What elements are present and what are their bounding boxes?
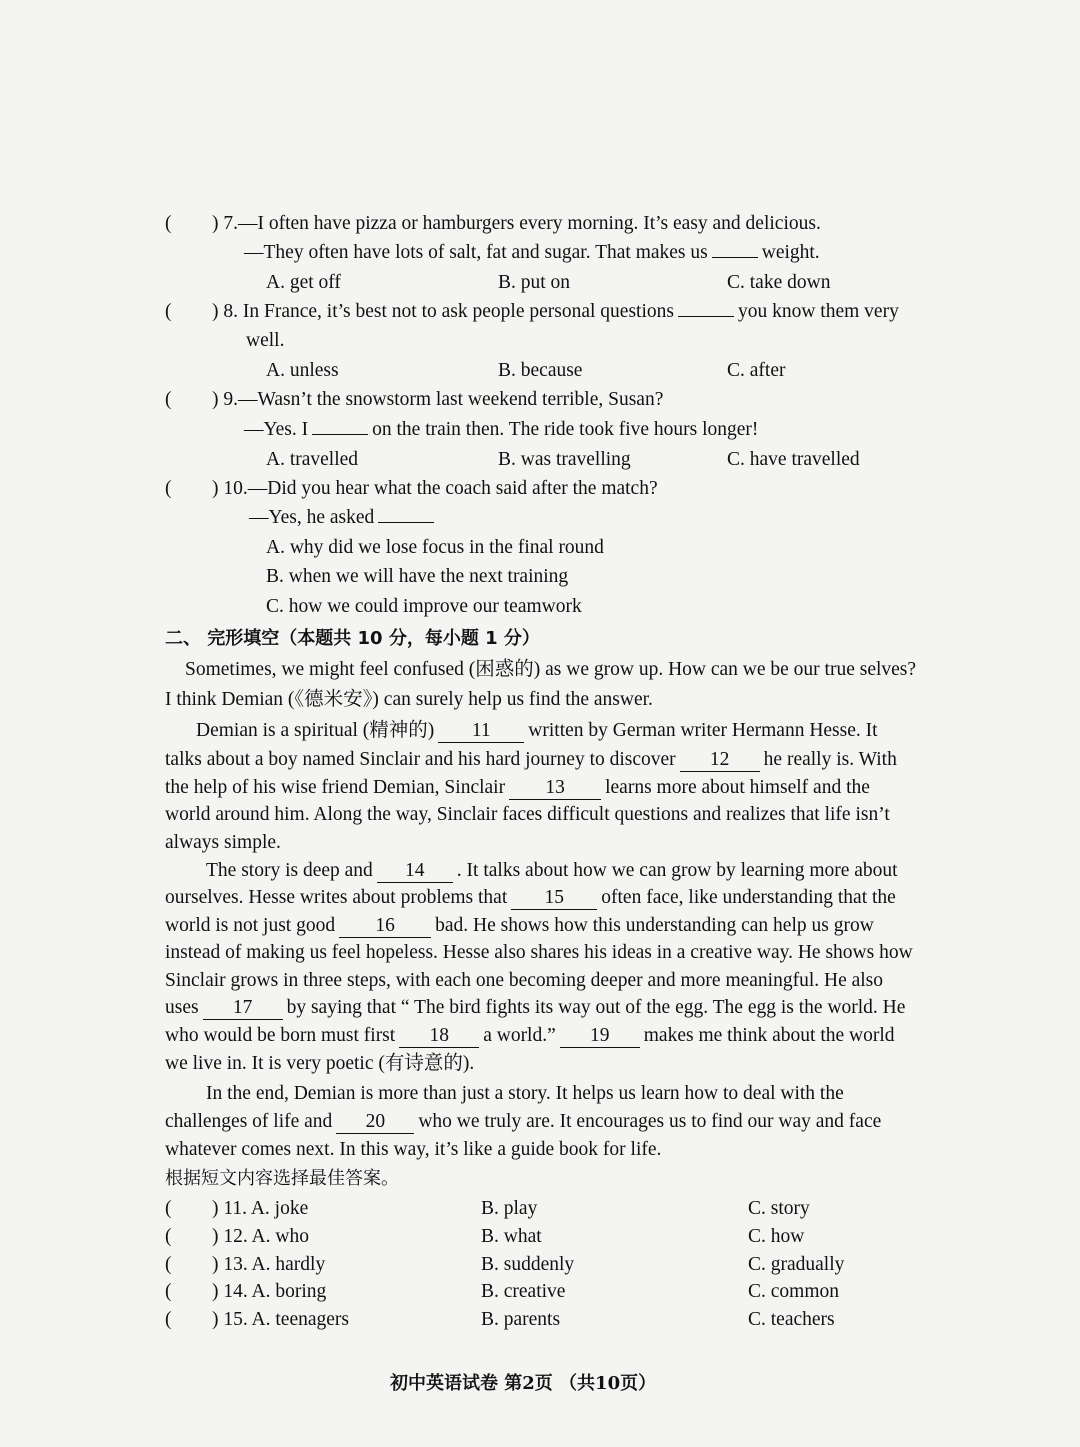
choice-15-b: B. parents (481, 1309, 561, 1330)
choice-13-a: ) 13. A. hardly (212, 1254, 326, 1275)
passage-p2-line-8: we live in. It is very poetic (有诗意的). (165, 1053, 475, 1074)
intro-line-2: I think Demian (《德米安》) can surely help us find the answer. (165, 689, 653, 710)
choice-14-b: B. creative (481, 1281, 566, 1302)
choice-12-a: ) 12. A. who (212, 1226, 309, 1247)
passage-p1-line-5: always simple. (165, 832, 281, 853)
page-footer: 初中英语试卷 第2页 （共10页） (390, 1373, 657, 1394)
instruction: 根据短文内容选择最佳答案。 (165, 1168, 399, 1189)
option-c: C. how we could improve our teamwork (266, 596, 582, 617)
blank (312, 434, 368, 435)
option-c: C. take down (727, 272, 831, 293)
blank-13: 13 (509, 777, 601, 800)
option-b: B. when we will have the next training (266, 566, 569, 587)
passage-p2-line-1: The story is deep and 14 . It talks about how we can grow by learning more about (206, 860, 898, 881)
passage-p1-line-4: world around him. Along the way, Sinclair faces difficult questions and realizes that life isn’t (165, 804, 890, 825)
answer-paren: ( (165, 1309, 172, 1330)
question-9-line2: —Yes. I on the train then. The ride took five hours longer! (244, 419, 759, 440)
answer-paren: ( (165, 301, 172, 322)
choice-11-b: B. play (481, 1198, 538, 1219)
option-b: B. was travelling (498, 449, 631, 470)
passage-p2-line-3: world is not just good 16 bad. He shows how this understanding can help us grow (165, 915, 874, 936)
passage-p1-line-3: the help of his wise friend Demian, Sinclair 13 learns more about himself and the (165, 777, 870, 798)
question-8-stem: ) 8. In France, it’s best not to ask people personal questions you know them very (212, 301, 899, 322)
option-a: A. unless (266, 360, 339, 381)
passage-p2-line-6: uses 17 by saying that “ The bird fights its way out of the egg. The egg is the world. He (165, 997, 906, 1018)
question-9-stem: ) 9.—Wasn’t the snowstorm last weekend terrible, Susan? (212, 389, 664, 410)
passage-p3-line-2: challenges of life and 20 who we truly are. It encourages us to find our way and face (165, 1111, 882, 1132)
question-10-line2: —Yes, he asked (249, 505, 438, 531)
answer-paren: ( (165, 213, 172, 234)
option-a: A. travelled (266, 449, 359, 470)
question-8-line2: well. (246, 330, 285, 351)
blank-12: 12 (680, 749, 760, 772)
question-7-stem: ) 7.—I often have pizza or hamburgers every morning. It’s easy and delicious. (212, 213, 821, 234)
choice-11-a: ) 11. A. joke (212, 1198, 309, 1219)
intro-line-1: Sometimes, we might feel confused (困惑的) as we grow up. How can we be our true selves? (185, 659, 917, 680)
choice-13-b: B. suddenly (481, 1254, 575, 1275)
blank-18: 18 (399, 1025, 479, 1048)
passage-p2-line-4: instead of making us feel hopeless. Hesse also shares his ideas in a creative way. He shows how (165, 942, 913, 963)
question-10-stem: ) 10.—Did you hear what the coach said after the match? (212, 478, 658, 499)
choice-11-c: C. story (748, 1198, 810, 1219)
blank-11: 11 (438, 720, 524, 743)
choice-15-a: ) 15. A. teenagers (212, 1309, 349, 1330)
answer-paren: ( (165, 1254, 172, 1275)
option-c: C. after (727, 360, 786, 381)
blank (678, 316, 734, 317)
section-heading: 二、 完形填空（本题共 10 分，每小题 1 分） (165, 628, 540, 649)
answer-paren: ( (165, 478, 172, 499)
choice-14-a: ) 14. A. boring (212, 1281, 327, 1302)
blank-15: 15 (511, 887, 597, 910)
option-a: A. get off (266, 272, 341, 293)
passage-p3-line-3: whatever comes next. In this way, it’s like a guide book for life. (165, 1139, 662, 1160)
blank-19: 19 (560, 1025, 640, 1048)
choice-14-c: C. common (748, 1281, 839, 1302)
choice-12-c: C. how (748, 1226, 805, 1247)
passage-p2-line-2: ourselves. Hesse writes about problems that 15 often face, like understanding that the (165, 887, 896, 908)
blank-17: 17 (203, 997, 283, 1020)
passage-p2-line-5: Sinclair grows in three steps, with each one becoming deeper and more meaningful. He also (165, 970, 884, 991)
choice-15-c: C. teachers (748, 1309, 835, 1330)
passage-p1-line-1: Demian is a spiritual (精神的) 11 written by German writer Hermann Hesse. It (196, 720, 878, 741)
question-7-line2: —They often have lots of salt, fat and sugar. That makes us weight. (244, 242, 820, 263)
blank-14: 14 (377, 860, 453, 883)
passage-p2-line-7: who would be born must first 18 a world.” 19 makes me think about the world (165, 1025, 895, 1046)
passage-p1-line-2: talks about a boy named Sinclair and his hard journey to discover 12 he really is. With (165, 749, 897, 770)
passage-p3-line-1: In the end, Demian is more than just a story. It helps us learn how to deal with the (206, 1083, 844, 1104)
choice-13-c: C. gradually (748, 1254, 845, 1275)
answer-paren: ( (165, 1281, 172, 1302)
answer-paren: ( (165, 1226, 172, 1247)
option-b: B. because (498, 360, 583, 381)
choice-12-b: B. what (481, 1226, 542, 1247)
option-a: A. why did we lose focus in the final round (266, 537, 604, 558)
answer-paren: ( (165, 389, 172, 410)
blank-16: 16 (339, 915, 431, 938)
blank (712, 257, 758, 258)
option-b: B. put on (498, 272, 571, 293)
answer-paren: ( (165, 1198, 172, 1219)
blank (378, 522, 434, 523)
blank-20: 20 (336, 1111, 414, 1134)
option-c: C. have travelled (727, 449, 860, 470)
